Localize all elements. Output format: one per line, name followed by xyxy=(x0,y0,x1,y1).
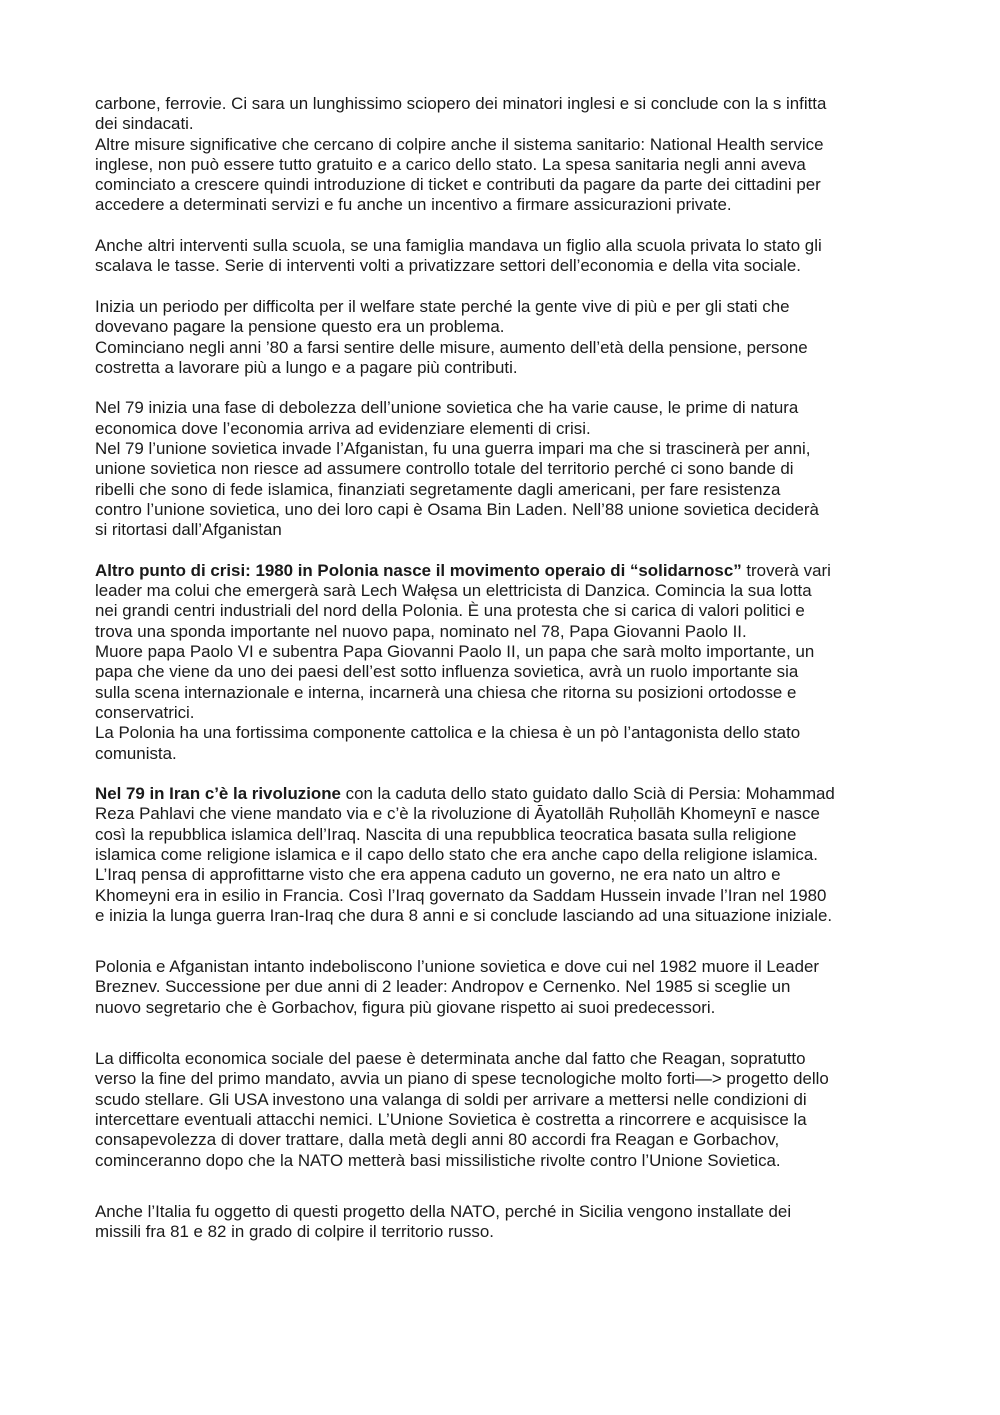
paragraph-welfare-state xyxy=(95,297,915,378)
paragraph-gap xyxy=(95,541,915,561)
text-line: ribelli che sono di fede islamica, finanziati segretamente dagli americani, per fare resistenza xyxy=(95,479,781,499)
text-line: L’Iraq pensa di approfittarne visto che era appena caduto un governo, ne era nato un altro e xyxy=(95,865,781,885)
text-line: scudo stellare. Gli USA investono una valanga di soldi per arrivare a mettersi nelle condizioni di xyxy=(95,1089,807,1109)
inline-text: troverà vari xyxy=(741,560,831,580)
text-line: nuovo segretario che è Gorbachov, figura più giovane rispetto ai suoi predecessori. xyxy=(95,997,716,1017)
text-line: scalava le tasse. Serie di interventi volti a privatizzare settori dell’economia e della vita sociale. xyxy=(95,256,801,276)
text-line: islamica come religione islamica e il capo dello stato che era anche capo della religione islamica. xyxy=(95,844,818,864)
text-line: conservatrici. xyxy=(95,702,195,722)
text-line: cominciato a crescere quindi introduzione di ticket e contributi da pagare da parte dei cittadini per xyxy=(95,175,821,195)
text-line: La difficolta economica sociale del paese è determinata anche dal fatto che Reagan, sopratutto xyxy=(95,1049,806,1069)
paragraph-thatcher-reforms xyxy=(95,94,915,216)
text-line: cominceranno dopo che la NATO metterà basi missilistiche rivolte contro l’Unione Sovietica. xyxy=(95,1150,781,1170)
text-line: Muore papa Paolo VI e subentra Papa Giovanni Paolo II, un papa che sarà molto importante, un xyxy=(95,642,815,662)
text-line: La Polonia ha una fortissima componente cattolica e la chiesa è un pò l’antagonista dello stato xyxy=(95,723,801,743)
text-line: nei grandi centri industriali del nord della Polonia. È una protesta che si carica di valori politici e xyxy=(95,601,805,621)
text-line: dei sindacati. xyxy=(95,114,194,134)
paragraph-soviet-succession xyxy=(95,957,915,1018)
text-line: dovevano pagare la pensione questo era un problema. xyxy=(95,317,505,337)
text-line: missili fra 81 e 82 in grado di colpire il territorio russo. xyxy=(95,1222,494,1242)
paragraph-gap xyxy=(95,378,915,398)
document-page xyxy=(95,94,915,1242)
text-line: Breznev. Successione per due anni di 2 leader: Andropov e Cernenko. Nel 1985 si sceglie un xyxy=(95,977,791,997)
paragraph-reagan-star-wars xyxy=(95,1049,915,1171)
paragraph-gap xyxy=(95,926,915,957)
text-line: Anche altri interventi sulla scuola, se una famiglia mandava un figlio alla scuola privata lo stato gli xyxy=(95,236,822,256)
paragraph-gap xyxy=(95,216,915,236)
paragraph-gap xyxy=(95,764,915,784)
paragraph-iran-revolution xyxy=(95,784,915,926)
bold-heading-text: Altro punto di crisi: 1980 in Polonia nasce il movimento operaio di “solidarnosc” xyxy=(95,560,742,580)
text-line: sulla scena internazionale e interna, incarnerà una chiesa che ritorna su posizioni ortodosse e xyxy=(95,682,797,702)
text-line: costretta a lavorare più a lungo e a pagare più contributi. xyxy=(95,357,518,377)
text-line xyxy=(95,561,915,581)
paragraph-gap xyxy=(95,277,915,297)
text-line: unione sovietica non riesce ad assumere controllo totale del territorio perché ci sono bande di xyxy=(95,459,794,479)
text-line: trova una sponda importante nel nuovo papa, nominato nel 78, Papa Giovanni Paolo II. xyxy=(95,621,747,641)
text-line: Inizia un periodo per difficolta per il welfare state perché la gente vive di più e per gli stati che xyxy=(95,296,790,316)
text-line: Khomeyni era in esilio in Francia. Così l’Iraq governato da Saddam Hussein invade l’Iran nel 1980 xyxy=(95,885,827,905)
text-line: economica dove l’economia arriva ad evidenziare elementi di crisi. xyxy=(95,418,591,438)
text-line: consapevolezza di dover trattare, dalla metà degli anni 80 accordi fra Reagan e Gorbachov, xyxy=(95,1130,780,1150)
text-line: comunista. xyxy=(95,743,177,763)
text-line: leader ma colui che emergerà sarà Lech Wałęsa un elettricista di Danzica. Comincia la sua lotta xyxy=(95,581,812,601)
text-line: Nel 79 inizia una fase di debolezza dell’unione sovietica che ha varie cause, le prime di natura xyxy=(95,398,799,418)
text-line: inglese, non può essere tutto gratuito e a carico dello stato. La spesa sanitaria negli anni aveva xyxy=(95,154,806,174)
paragraph-soviet-afghanistan xyxy=(95,398,915,540)
paragraph-gap xyxy=(95,1171,915,1202)
text-line: Altre misure significative che cercano di colpire anche il sistema sanitario: National Health service xyxy=(95,134,824,154)
paragraph-poland-solidarnosc xyxy=(95,561,915,764)
text-line: contro l’unione sovietica, uno dei loro capi è Osama Bin Laden. Nell’88 unione sovietica deciderà xyxy=(95,499,819,519)
text-line: e inizia la lunga guerra Iran-Iraq che dura 8 anni e si conclude lasciando ad una situazione iniziale. xyxy=(95,905,833,925)
text-line: verso la fine del primo mandato, avvia un piano di spese tecnologiche molto forti—> progetto dello xyxy=(95,1069,829,1089)
text-line: Anche l’Italia fu oggetto di questi progetto della NATO, perché in Sicilia vengono installate dei xyxy=(95,1201,792,1221)
bold-heading-text: Nel 79 in Iran c’è la rivoluzione xyxy=(95,784,341,804)
paragraph-gap xyxy=(95,1018,915,1049)
text-line: Cominciano negli anni ’80 a farsi sentire delle misure, aumento dell’età della pensione, persone xyxy=(95,337,808,357)
text-line: accedere a determinati servizi e fu anche un incentivo a firmare assicurazioni private. xyxy=(95,195,732,215)
inline-text: con la caduta dello stato guidato dallo Scià di Persia: Mohammad xyxy=(340,784,835,804)
text-line: Nel 79 l’unione sovietica invade l’Afganistan, fu una guerra impari ma che si trascinerà per anni, xyxy=(95,439,811,459)
text-line: papa che viene da uno dei paesi dell’est sotto influenza sovietica, avrà un ruolo importante sia xyxy=(95,662,799,682)
text-line: si ritortasi dall’Afganistan xyxy=(95,520,282,540)
text-line: Polonia e Afganistan intanto indeboliscono l’unione sovietica e dove cui nel 1982 muore il Leader xyxy=(95,957,819,977)
paragraph-italy-nato xyxy=(95,1202,915,1243)
text-line: carbone, ferrovie. Ci sara un lunghissimo sciopero dei minatori inglesi e si conclude con la s infitta xyxy=(95,94,827,113)
text-line xyxy=(95,784,915,804)
paragraph-school-interventions xyxy=(95,236,915,277)
text-line: così la repubblica islamica dell’Iraq. Nascita di una repubblica teocratica basata sulla religione xyxy=(95,824,797,844)
text-line: Reza Pahlavi che viene mandato via e c’è la rivoluzione di Āyatollāh Ruḥollāh Khomeynī e nasce xyxy=(95,804,820,824)
text-line: intercettare eventuali attacchi nemici. L’Unione Sovietica è costretta a rincorrere e acquisisce la xyxy=(95,1109,807,1129)
